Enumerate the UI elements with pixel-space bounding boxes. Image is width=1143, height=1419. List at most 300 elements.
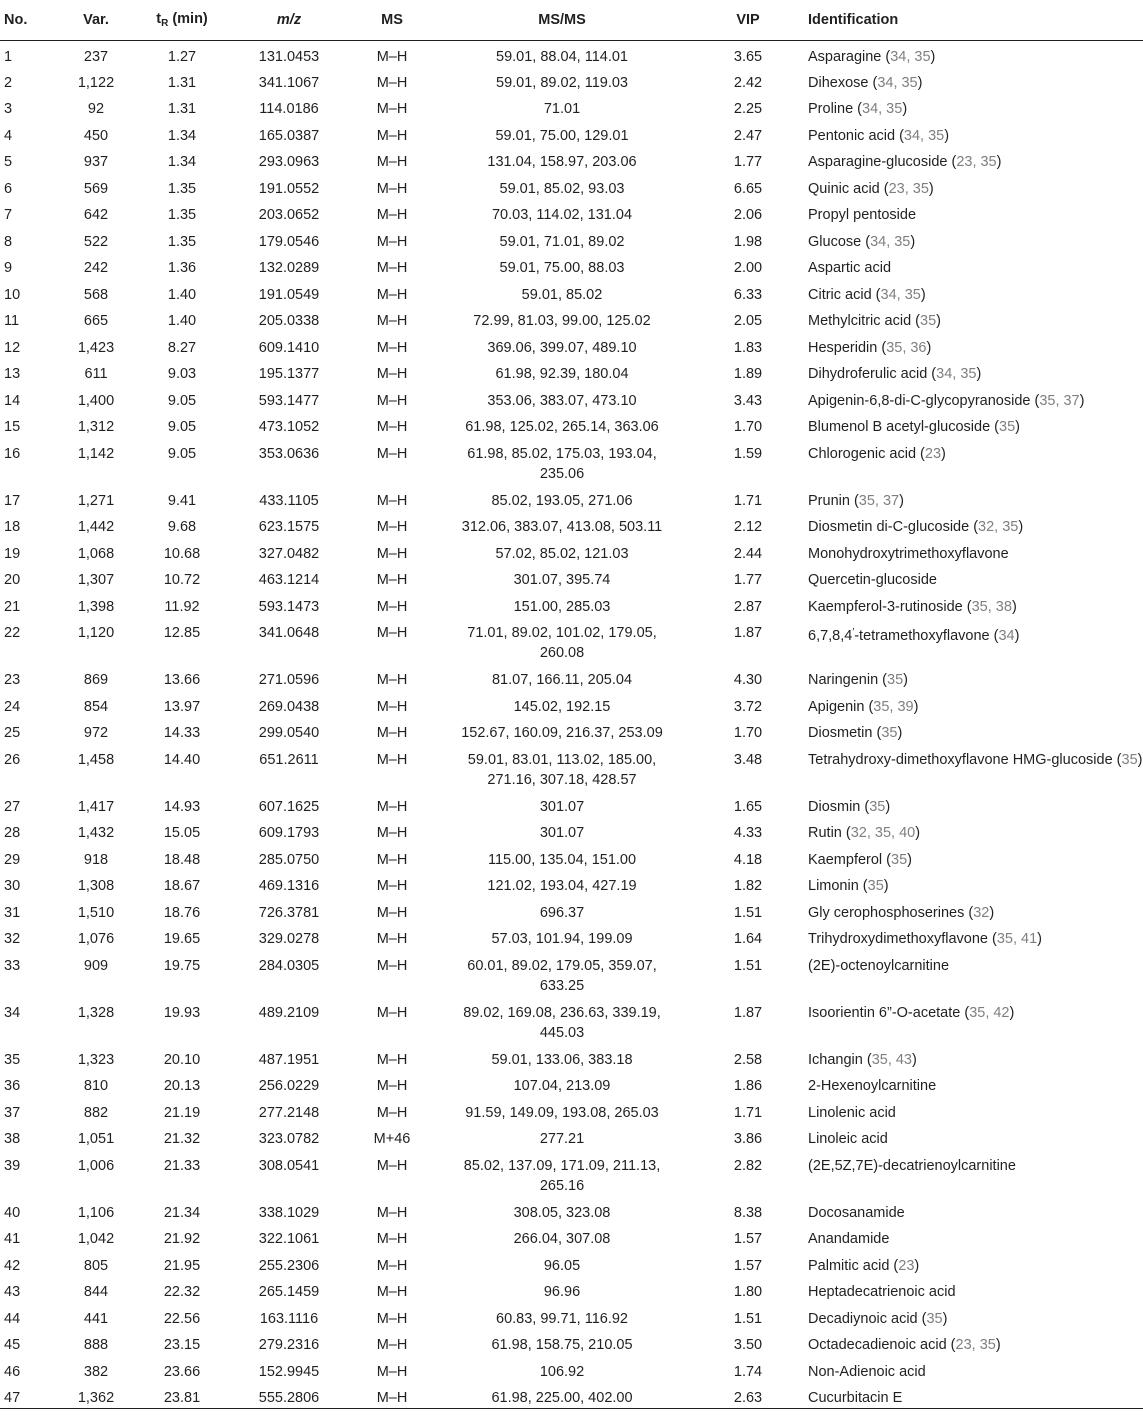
cell-mz: 327.0482 <box>258 545 320 562</box>
table-row <box>0 252 1143 279</box>
table-row <box>0 538 1143 565</box>
compound-name: Blumenol B acetyl-glucoside <box>808 419 991 435</box>
header-tr-unit: (min) <box>168 10 208 27</box>
cell-msms: 57.03, 101.94, 199.09 <box>491 931 633 947</box>
reference-citation[interactable]: 23, 35 <box>888 180 929 197</box>
cell-vip: 1.57 <box>733 1257 763 1274</box>
cell-var: 92 <box>87 101 105 117</box>
cell-mz: 487.1951 <box>258 1051 320 1068</box>
reference-citation[interactable]: 34, 35 <box>877 74 918 91</box>
cell-msms: 301.07, 395.74 <box>513 572 611 588</box>
cell-var: 888 <box>83 1337 109 1353</box>
cell-var: 1,307 <box>77 572 115 588</box>
cell-identification: Limonin (35) <box>808 878 889 894</box>
reference-citation[interactable]: 32 <box>973 904 990 921</box>
header-tr <box>134 0 230 40</box>
table-row <box>0 1150 1143 1197</box>
header-tr-main: t <box>156 10 162 27</box>
cell-msms: 59.01, 71.01, 89.02 <box>499 233 625 250</box>
reference-citation[interactable]: 23 <box>924 445 942 462</box>
cell-ms: M–H <box>376 1310 408 1327</box>
cell-ms: M–H <box>376 519 408 535</box>
compound-name: Diosmetin di-C-glucoside <box>808 519 970 535</box>
cell-mz: 152.9945 <box>258 1363 320 1380</box>
cell-vip: 3.48 <box>733 751 763 768</box>
cell-identification: Diosmetin (35) <box>808 725 903 741</box>
cell-ms: M–H <box>376 1337 408 1353</box>
table-row <box>0 923 1143 950</box>
cell-no: 9 <box>4 260 13 276</box>
table-row <box>0 617 1143 664</box>
cell-identification: Dihexose (34, 35) <box>808 74 923 91</box>
cell-identification <box>808 252 1143 279</box>
cell-vip: 1.70 <box>733 419 763 435</box>
cell-identification: Kaempferol-3-rutinoside (35, 38) <box>808 598 1017 615</box>
cell-mz: 284.0305 <box>258 957 320 974</box>
cell-retention-time: 9.41 <box>167 492 197 509</box>
cell-mz: 131.0453 <box>258 48 320 65</box>
reference-citation[interactable]: 23, 35 <box>955 1337 996 1353</box>
cell-var: 1,423 <box>77 339 115 356</box>
reference-citation[interactable]: 32, 35 <box>978 519 1019 535</box>
cell-no: 19 <box>4 545 21 562</box>
cell-mz: 285.0750 <box>258 851 320 868</box>
compound-name: Isoorientin 6”-O-acetate <box>808 1004 961 1021</box>
cell-msms: 131.04, 158.97, 203.06 <box>487 154 637 170</box>
cell-msms: 85.02, 193.05, 271.06 <box>491 492 633 509</box>
cell-no: 18 <box>4 519 21 535</box>
cell-no: 47 <box>0 1382 58 1409</box>
cell-identification: Apigenin (35, 39) <box>808 698 919 715</box>
cell-identification: Methylcitric acid (35) <box>808 313 941 329</box>
cell-ms: M–H <box>376 48 408 65</box>
cell-identification <box>808 1382 1143 1409</box>
table-row <box>0 1097 1143 1124</box>
cell-ms: M–H <box>376 1004 408 1021</box>
cell-retention-time: 9.05 <box>167 392 197 409</box>
cell-var: 1,458 <box>77 751 115 768</box>
compound-name: Kaempferol <box>808 851 883 868</box>
table-row <box>0 1044 1143 1071</box>
reference-citation[interactable]: 23 <box>898 1257 915 1274</box>
compound-name: Docosanamide <box>808 1204 905 1221</box>
reference-citation[interactable]: 34, 35 <box>890 48 931 65</box>
cell-retention-time: 19.93 <box>163 1004 201 1021</box>
reference-citation[interactable]: 35, 39 <box>873 698 914 715</box>
cell-retention-time: 22.56 <box>163 1310 201 1327</box>
cell-mz: 323.0782 <box>258 1131 320 1147</box>
cell-no: 36 <box>4 1078 21 1094</box>
compound-name: Anandamide <box>808 1231 890 1247</box>
cell-mz: 203.0652 <box>258 207 320 223</box>
cell-retention-time: 1.40 <box>167 313 197 329</box>
cell-var: 1,308 <box>77 878 115 894</box>
cell-vip: 2.05 <box>733 313 763 329</box>
compound-name: Gly cerophosphoserines <box>808 904 965 921</box>
cell-no: 46 <box>4 1363 21 1380</box>
cell-retention-time: 8.27 <box>167 339 197 356</box>
compound-name-tail: -tetramethoxyflavone <box>854 628 990 644</box>
cell-msms: 70.03, 114.02, 131.04 <box>491 207 633 223</box>
cell-retention-time: 10.72 <box>163 572 201 588</box>
cell-retention-time: 1.40 <box>167 286 197 303</box>
cell-retention-time: 1.35 <box>167 233 197 250</box>
reference-citation[interactable]: 35, 37 <box>858 492 900 509</box>
reference-citation[interactable]: 35, 43 <box>871 1051 913 1068</box>
cell-ms: M–H <box>376 492 408 509</box>
cell-identification: Isoorientin 6”-O-acetate (35, 42) <box>808 1004 1015 1021</box>
cell-var: 522 <box>83 233 109 250</box>
cell-ms: M–H <box>376 878 408 894</box>
cell-no: 15 <box>4 419 21 435</box>
cell-retention-time: 9.05 <box>167 419 197 435</box>
table-row <box>0 438 1143 485</box>
header-no: No. <box>0 0 58 40</box>
reference-citation[interactable]: 35 <box>867 878 884 894</box>
cell-identification: Octadecadienoic acid (23, 35) <box>808 1337 1001 1353</box>
cell-var: 1,051 <box>77 1131 115 1147</box>
compound-name: Linoleic acid <box>808 1131 888 1147</box>
cell-mz: 341.1067 <box>258 74 320 91</box>
compound-name: Decadiynoic acid <box>808 1310 918 1327</box>
cell-msms: 266.04, 307.08 <box>513 1231 611 1247</box>
cell-mz: 293.0963 <box>258 154 320 170</box>
cell-no: 23 <box>4 672 21 688</box>
cell-vip: 1.77 <box>733 572 763 588</box>
reference-citation[interactable]: 35 <box>1121 751 1138 768</box>
cell-ms: M–H <box>376 180 408 197</box>
cell-no: 2 <box>4 74 13 91</box>
table-row <box>0 997 1143 1044</box>
reference-citation[interactable]: 35, 37 <box>1039 392 1080 409</box>
cell-no: 32 <box>4 931 21 947</box>
compound-name: 2-Hexenoylcarnitine <box>808 1078 937 1094</box>
reference-citation[interactable]: 35 <box>881 725 898 741</box>
reference-citation[interactable]: 35 <box>887 672 904 688</box>
cell-msms: 312.06, 383.07, 413.08, 503.11 <box>461 519 663 535</box>
table-row <box>0 691 1143 718</box>
table-row <box>0 146 1143 173</box>
cell-msms: 60.01, 89.02, 179.05, 359.07, 633.25 <box>467 957 657 994</box>
cell-msms: 301.07 <box>539 798 585 815</box>
cell-vip: 4.30 <box>733 672 763 688</box>
compound-name: Apigenin <box>808 698 865 715</box>
cell-msms: 61.98, 92.39, 180.04 <box>495 366 629 382</box>
cell-identification <box>808 1223 1143 1250</box>
cell-mz: 609.1410 <box>258 339 320 356</box>
cell-retention-time: 14.93 <box>163 798 201 815</box>
cell-ms: M–H <box>376 286 408 303</box>
cell-ms: M–H <box>376 1257 408 1274</box>
reference-citation[interactable]: 35 <box>926 1310 943 1327</box>
cell-no: 38 <box>4 1131 21 1147</box>
cell-msms: 277.21 <box>539 1131 585 1147</box>
header-var: Var. <box>58 0 134 40</box>
cell-msms: 61.98, 158.75, 210.05 <box>491 1337 633 1353</box>
cell-vip: 2.42 <box>733 74 763 91</box>
cell-vip: 3.86 <box>733 1131 763 1147</box>
cell-no: 6 <box>4 180 13 197</box>
cell-retention-time: 19.75 <box>163 957 201 974</box>
cell-msms: 59.01, 88.04, 114.01 <box>496 48 628 65</box>
cell-vip: 2.63 <box>688 1382 808 1409</box>
cell-vip: 1.82 <box>733 878 763 894</box>
cell-var: 869 <box>83 672 109 688</box>
reference-citation[interactable]: 34, 35 <box>903 127 945 144</box>
cell-var: 1,323 <box>77 1051 115 1068</box>
cell-retention-time: 1.36 <box>167 260 197 276</box>
cell-ms: M–H <box>376 598 408 615</box>
cell-mz: 165.0387 <box>258 127 320 144</box>
reference-citation[interactable]: 32, 35, 40 <box>850 825 916 841</box>
cell-identification <box>808 1197 1143 1224</box>
cell-mz: 338.1029 <box>258 1204 320 1221</box>
cell-mz: 473.1052 <box>258 419 320 435</box>
cell-var: 882 <box>83 1104 109 1121</box>
cell-mz: 265.1459 <box>258 1284 320 1300</box>
table-row <box>0 385 1143 412</box>
cell-ms: M–H <box>376 698 408 715</box>
reference-citation[interactable]: 35, 38 <box>971 598 1012 615</box>
cell-retention-time: 19.65 <box>163 931 201 947</box>
cell-mz: 279.2316 <box>258 1337 320 1353</box>
cell-identification: Glucose (34, 35) <box>808 233 916 250</box>
table-row <box>0 1070 1143 1097</box>
table-row <box>0 564 1143 591</box>
reference-citation[interactable]: 34 <box>998 628 1015 644</box>
cell-ms: M–H <box>376 392 408 409</box>
cell-vip: 2.00 <box>733 260 763 276</box>
compound-name: Propyl pentoside <box>808 207 917 223</box>
cell-mz: 623.1575 <box>258 519 320 535</box>
cell-retention-time: 13.66 <box>163 672 201 688</box>
cell-ms: M–H <box>376 154 408 170</box>
cell-ms: M–H <box>376 625 408 641</box>
cell-no: 8 <box>4 233 13 250</box>
reference-citation[interactable]: 35 <box>891 851 908 868</box>
cell-retention-time: 21.32 <box>163 1131 201 1147</box>
cell-vip: 1.70 <box>733 725 763 741</box>
reference-citation[interactable]: 34, 35 <box>936 366 977 382</box>
cell-no: 41 <box>4 1231 21 1247</box>
compound-name: Dihexose <box>808 74 869 91</box>
cell-mz: 353.0636 <box>258 445 320 462</box>
cell-msms: 151.00, 285.03 <box>513 598 611 615</box>
compound-name: Kaempferol-3-rutinoside <box>808 598 963 615</box>
cell-retention-time: 9.05 <box>167 445 197 462</box>
table-row <box>0 485 1143 512</box>
reference-citation[interactable]: 35 <box>869 798 886 815</box>
cell-retention-time: 21.33 <box>163 1157 201 1174</box>
cell-mz: 269.0438 <box>258 698 320 715</box>
cell-msms: 85.02, 137.09, 171.09, 211.13, 265.16 <box>463 1157 661 1194</box>
cell-var: 1,442 <box>77 519 115 535</box>
cell-identification: Chlorogenic acid (23) <box>808 445 946 462</box>
cell-vip: 2.58 <box>733 1051 763 1068</box>
table-body <box>0 40 1143 1409</box>
cell-identification: 6,7,8,4′-tetramethoxyflavone (34) <box>808 627 1020 644</box>
reference-citation[interactable]: 34, 35 <box>880 286 921 303</box>
cell-var: 1,432 <box>77 825 115 841</box>
cell-msms: 91.59, 149.09, 193.08, 265.03 <box>465 1104 659 1121</box>
cell-vip: 2.44 <box>733 545 763 562</box>
cell-vip: 1.80 <box>733 1284 763 1300</box>
cell-ms: M–H <box>376 545 408 562</box>
header-tr-sub: R <box>161 17 169 29</box>
reference-citation[interactable]: 35, 36 <box>886 339 927 356</box>
cell-var: 1,142 <box>77 445 115 462</box>
compound-name: Aspartic acid <box>808 260 892 276</box>
cell-identification <box>808 1356 1143 1383</box>
header-ms: MS <box>348 0 436 40</box>
cell-no: 26 <box>4 751 21 768</box>
cell-var: 844 <box>83 1284 109 1300</box>
cell-no: 20 <box>4 572 21 588</box>
compound-name: Apigenin-6,8-di-C-glycopyranoside <box>808 392 1031 409</box>
cell-vip: 2.47 <box>733 127 763 144</box>
table-row <box>0 1250 1143 1277</box>
cell-ms: M–H <box>376 1104 408 1121</box>
cell-retention-time: 23.15 <box>163 1337 201 1353</box>
header-row <box>0 0 1143 40</box>
cell-ms: M–H <box>376 798 408 815</box>
cell-msms: 696.37 <box>539 904 585 921</box>
cell-vip: 1.59 <box>733 445 763 462</box>
table-row <box>0 40 1143 67</box>
cell-var: 909 <box>83 957 109 974</box>
cell-ms: M–H <box>348 1382 436 1409</box>
compound-name: (2E,5Z,7E)-decatrienoylcarnitine <box>808 1157 1016 1174</box>
reference-citation[interactable]: 35 <box>999 419 1016 435</box>
cell-var: 1,400 <box>77 392 115 409</box>
cell-ms: M–H <box>376 313 408 329</box>
reference-citation[interactable]: 35, 41 <box>996 931 1038 947</box>
cell-var: 1,417 <box>77 798 115 815</box>
table-row <box>0 844 1143 871</box>
compound-name: Chlorogenic acid <box>808 445 917 462</box>
cell-var: 642 <box>83 207 109 223</box>
cell-no: 39 <box>4 1157 21 1174</box>
cell-identification: Palmitic acid (23) <box>808 1257 920 1274</box>
compound-name: Cucurbitacin E <box>808 1390 903 1406</box>
cell-retention-time: 23.81 <box>134 1382 230 1409</box>
reference-citation[interactable]: 34, 35 <box>862 101 903 117</box>
cell-msms: 61.98, 125.02, 265.14, 363.06 <box>465 419 659 435</box>
cell-retention-time: 23.66 <box>163 1363 201 1380</box>
table-row <box>0 120 1143 147</box>
cell-var: 611 <box>84 366 108 382</box>
cell-mz: 651.2611 <box>259 751 319 768</box>
cell-vip: 2.12 <box>733 519 763 535</box>
cell-ms: M–H <box>376 1284 408 1300</box>
table-row <box>0 1276 1143 1303</box>
cell-vip: 1.77 <box>733 154 763 170</box>
cell-identification: Kaempferol (35) <box>808 851 912 868</box>
cell-mz: 433.1105 <box>259 492 319 509</box>
reference-citation[interactable]: 23, 35 <box>956 154 997 170</box>
cell-identification <box>808 1097 1143 1124</box>
cell-msms: 81.07, 166.11, 205.04 <box>491 672 633 688</box>
table-row <box>0 332 1143 359</box>
cell-identification: Hesperidin (35, 36) <box>808 339 932 356</box>
compound-name: Trihydroxydimethoxyflavone <box>808 931 988 947</box>
cell-var: 1,398 <box>77 598 115 615</box>
cell-mz: 163.1116 <box>259 1310 319 1327</box>
cell-mz: 469.1316 <box>258 878 320 894</box>
header-msms: MS/MS <box>436 0 688 40</box>
reference-citation[interactable]: 34, 35 <box>870 233 911 250</box>
cell-retention-time: 14.33 <box>163 725 201 741</box>
cell-ms: M–H <box>376 672 408 688</box>
cell-no: 29 <box>4 851 21 868</box>
cell-mz: 205.0338 <box>258 313 320 329</box>
cell-var: 810 <box>83 1078 109 1094</box>
cell-var: 972 <box>83 725 109 741</box>
cell-vip: 6.65 <box>733 180 763 197</box>
compound-name: Citric acid <box>808 286 872 303</box>
table-row <box>0 1356 1143 1383</box>
cell-msms: 59.01, 75.00, 88.03 <box>499 260 625 276</box>
cell-var: 1,006 <box>77 1157 115 1174</box>
cell-vip: 1.51 <box>733 957 763 974</box>
cell-retention-time: 21.95 <box>163 1257 201 1274</box>
cell-vip: 3.65 <box>733 48 763 65</box>
cell-retention-time: 18.67 <box>163 878 201 894</box>
compound-name: Quercetin-glucoside <box>808 572 937 588</box>
cell-mz: 489.2109 <box>258 1004 320 1021</box>
cell-vip: 1.71 <box>733 492 763 509</box>
cell-var: 441 <box>83 1310 109 1327</box>
cell-var: 1,042 <box>77 1231 115 1247</box>
cell-no: 43 <box>4 1284 21 1300</box>
table-row <box>0 664 1143 691</box>
cell-msms: 59.01, 133.06, 383.18 <box>491 1051 633 1068</box>
cell-no: 35 <box>4 1051 21 1068</box>
cell-retention-time: 18.48 <box>163 851 201 868</box>
cell-vip: 3.50 <box>733 1337 763 1353</box>
cell-mz: 277.2148 <box>258 1104 320 1121</box>
table-row <box>0 173 1143 200</box>
cell-var: 382 <box>83 1363 109 1380</box>
cell-no: 16 <box>4 445 21 462</box>
cell-var: 1,076 <box>77 931 115 947</box>
reference-citation[interactable]: 35, 42 <box>969 1004 1010 1021</box>
cell-var: 569 <box>83 180 109 197</box>
cell-mz: 256.0229 <box>258 1078 320 1094</box>
cell-mz: 607.1625 <box>258 798 320 815</box>
compound-name: Proline <box>808 101 854 117</box>
table-row <box>0 511 1143 538</box>
table-row <box>0 199 1143 226</box>
cell-identification: Trihydroxydimethoxyflavone (35, 41) <box>808 931 1043 947</box>
cell-ms: M–H <box>376 957 408 974</box>
cell-msms: 59.01, 83.01, 113.02, 185.00, 271.16, 307.18, 428.57 <box>467 751 657 788</box>
cell-var: 242 <box>83 260 109 276</box>
cell-no: 12 <box>4 339 21 356</box>
table-row <box>0 744 1143 791</box>
compound-name: Asparagine <box>808 48 882 65</box>
cell-no: 11 <box>4 313 20 329</box>
cell-msms: 57.02, 85.02, 121.03 <box>495 545 629 562</box>
cell-identification: Dihydroferulic acid (34, 35) <box>808 366 982 382</box>
cell-vip: 2.25 <box>733 101 763 117</box>
cell-var: 237 <box>83 48 109 65</box>
reference-citation[interactable]: 35 <box>920 313 937 329</box>
cell-ms: M–H <box>376 904 408 921</box>
cell-mz: 609.1793 <box>258 825 320 841</box>
table-row <box>0 279 1143 306</box>
cell-ms: M–H <box>376 339 408 356</box>
